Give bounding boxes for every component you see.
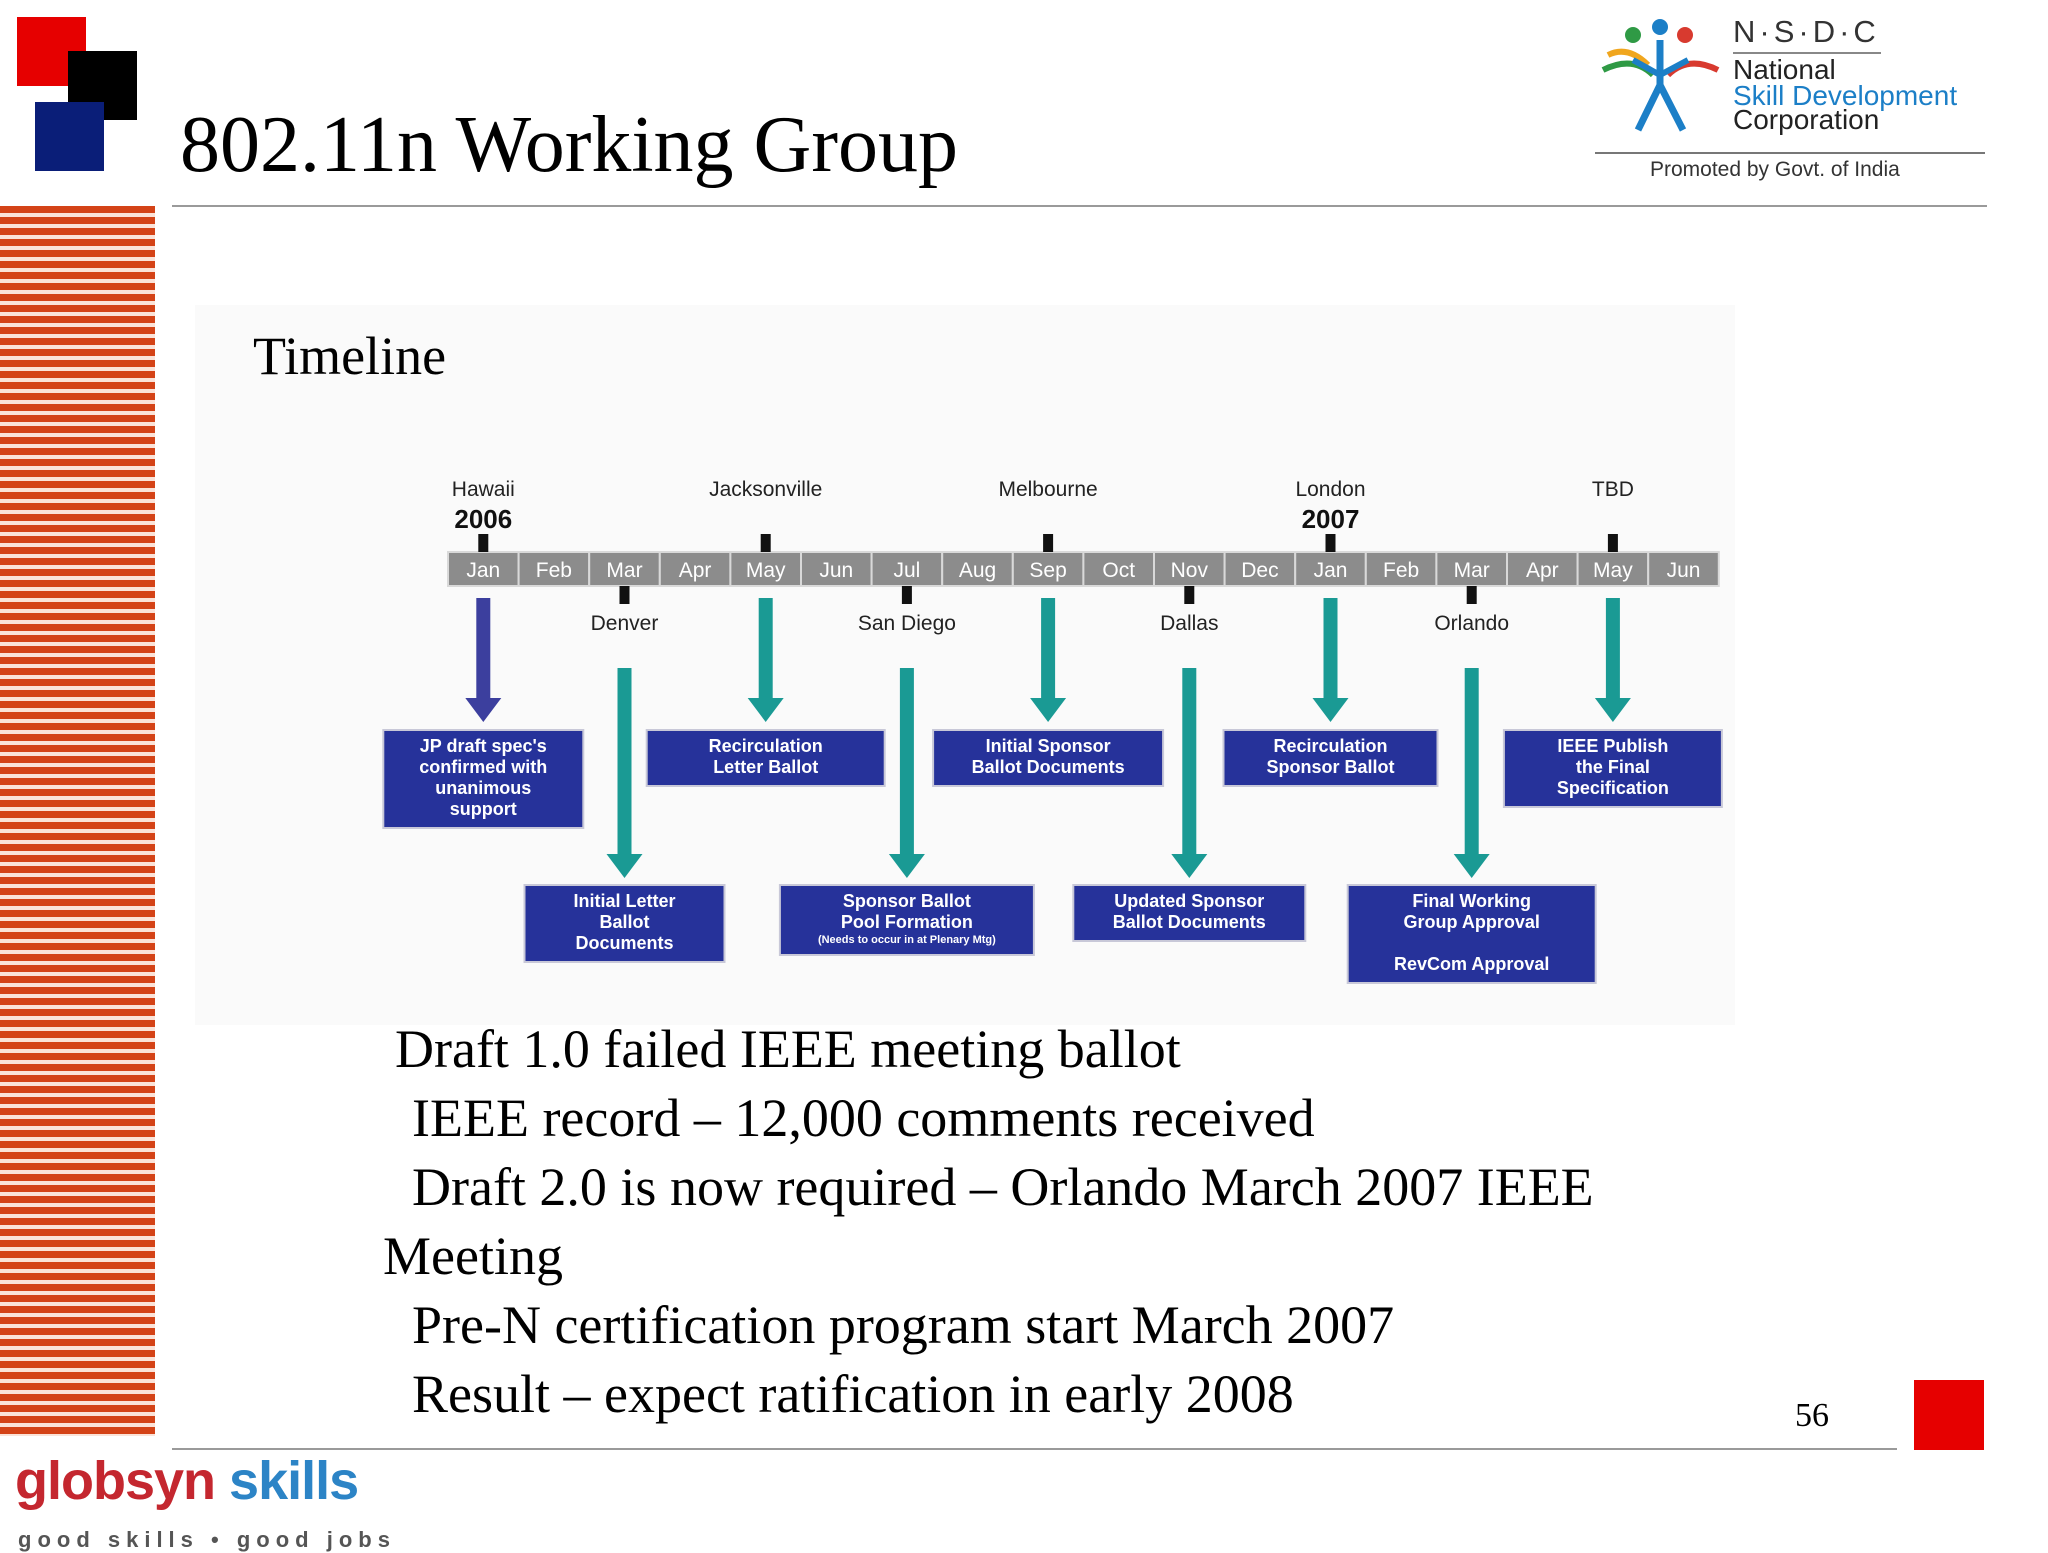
month-label: Jan bbox=[466, 559, 501, 582]
month-label: Feb bbox=[1383, 559, 1420, 582]
event-box-lower-text: RevCom Approval bbox=[1394, 954, 1550, 974]
timeline-arrow-shaft bbox=[1182, 668, 1196, 856]
meeting-location-below: Denver bbox=[590, 612, 659, 635]
meeting-location-above: Jacksonville bbox=[709, 478, 823, 501]
footer-divider bbox=[172, 1448, 1897, 1450]
meeting-location-above: TBD bbox=[1591, 478, 1634, 501]
month-label: Aug bbox=[958, 559, 997, 582]
meeting-location-above: Melbourne bbox=[998, 478, 1098, 501]
timeline-arrow-head bbox=[607, 854, 643, 878]
nsdc-abbreviation: N·S·D·C bbox=[1733, 14, 1880, 49]
event-box-lower-text: Ballot bbox=[599, 912, 650, 932]
meeting-tick-above bbox=[1608, 534, 1618, 552]
nsdc-name-line1: National bbox=[1733, 54, 1836, 85]
event-box-upper-text: Specification bbox=[1556, 778, 1669, 798]
bullet-3-continued: Meeting bbox=[383, 1226, 563, 1286]
month-label: Jul bbox=[893, 559, 921, 582]
event-box-lower-text: Updated Sponsor bbox=[1114, 891, 1265, 911]
event-box-upper-text: Sponsor Ballot bbox=[1266, 757, 1395, 777]
meeting-tick-below bbox=[1467, 586, 1477, 604]
timeline-arrow-shaft bbox=[1465, 668, 1479, 856]
month-label: Jun bbox=[819, 559, 854, 582]
footer-red-square bbox=[1914, 1380, 1984, 1450]
event-box-lower-note: (Needs to occur in at Plenary Mtg) bbox=[817, 934, 996, 946]
meeting-tick-above bbox=[761, 534, 771, 552]
timeline-arrow-head bbox=[1313, 698, 1349, 722]
meeting-tick-above bbox=[1326, 534, 1336, 552]
timeline-arrow-head bbox=[1030, 698, 1066, 722]
year-label: 2007 bbox=[1301, 504, 1360, 534]
month-label: Mar bbox=[1453, 559, 1490, 582]
meeting-tick-below bbox=[620, 586, 630, 604]
timeline-arrow-head bbox=[1454, 854, 1490, 878]
timeline-arrow-shaft bbox=[1041, 598, 1055, 700]
month-label: May bbox=[1593, 559, 1633, 582]
globsyn-logo bbox=[15, 1450, 358, 1512]
event-box-upper-text: IEEE Publish bbox=[1557, 736, 1669, 756]
nsdc-name-line2: Skill Development bbox=[1733, 80, 1958, 111]
event-box-upper-text: unanimous bbox=[435, 778, 532, 798]
bullet-5: Result – expect ratification in early 2008 bbox=[412, 1364, 1294, 1424]
event-box-upper-text: Recirculation bbox=[1273, 736, 1388, 756]
event-box-upper-text: Recirculation bbox=[708, 736, 823, 756]
timeline-arrow-shaft bbox=[618, 668, 632, 856]
month-label: Feb bbox=[535, 559, 572, 582]
event-box-lower-text: Sponsor Ballot bbox=[842, 891, 971, 911]
meeting-tick-below bbox=[902, 586, 912, 604]
meeting-location-above: Hawaii bbox=[451, 478, 515, 501]
month-label: Apr bbox=[678, 559, 712, 582]
slide-subtitle: Timeline bbox=[253, 326, 447, 386]
timeline-arrow-shaft bbox=[1606, 598, 1620, 700]
timeline-arrow-head bbox=[748, 698, 784, 722]
event-box-upper-text: support bbox=[449, 799, 517, 819]
nsdc-name-line3: Corporation bbox=[1733, 104, 1880, 135]
month-label: Nov bbox=[1170, 559, 1208, 582]
meeting-location-below: San Diego bbox=[857, 612, 956, 635]
meeting-location-below: Orlando bbox=[1434, 612, 1510, 635]
timeline-arrow-shaft bbox=[476, 598, 490, 700]
bullet-list bbox=[383, 1015, 1745, 1429]
bullet-1: Draft 1.0 failed IEEE meeting ballot bbox=[395, 1019, 1181, 1079]
month-label: Oct bbox=[1102, 559, 1136, 582]
event-box-upper-text: Ballot Documents bbox=[971, 757, 1125, 777]
event-box-upper-text: Initial Sponsor bbox=[985, 736, 1111, 756]
event-box-lower-text: Documents bbox=[575, 933, 674, 953]
month-label: Jun bbox=[1666, 559, 1701, 582]
event-box-upper-text: JP draft spec's bbox=[419, 736, 547, 756]
meeting-location-below: Dallas bbox=[1160, 612, 1219, 635]
event-box-upper-text: Letter Ballot bbox=[713, 757, 819, 777]
event-box-lower-text: Final Working bbox=[1412, 891, 1532, 911]
page-number: 56 bbox=[1795, 1397, 1829, 1434]
event-box-upper-text: confirmed with bbox=[419, 757, 548, 777]
month-label: Mar bbox=[606, 559, 643, 582]
event-box-lower-text: Initial Letter bbox=[573, 891, 676, 911]
globsyn-word: globsyn bbox=[15, 1451, 216, 1511]
meeting-tick-above bbox=[478, 534, 488, 552]
event-box-lower-text: Ballot Documents bbox=[1112, 912, 1266, 932]
skills-word: skills bbox=[229, 1451, 359, 1511]
month-label: Sep bbox=[1029, 559, 1067, 582]
timeline-arrow-head bbox=[889, 854, 925, 878]
timeline-arrow-shaft bbox=[900, 668, 914, 856]
meeting-location-above: London bbox=[1295, 478, 1366, 501]
meeting-tick-above bbox=[1043, 534, 1053, 552]
month-label: Apr bbox=[1525, 559, 1559, 582]
meeting-tick-below bbox=[1184, 586, 1194, 604]
year-label: 2006 bbox=[454, 504, 513, 534]
month-label: Dec bbox=[1241, 559, 1279, 582]
slide-title: 802.11n Working Group bbox=[180, 101, 958, 189]
timeline-arrow-head bbox=[1171, 854, 1207, 878]
globsyn-tagline: good skills • good jobs bbox=[18, 1527, 396, 1552]
nsdc-promoted-text: Promoted by Govt. of India bbox=[1650, 158, 1900, 181]
bullet-3: Draft 2.0 is now required – Orlando March 2007 IEEE bbox=[412, 1157, 1594, 1217]
month-label: May bbox=[745, 559, 786, 582]
event-box-upper-text: the Final bbox=[1575, 757, 1650, 777]
month-label: Jan bbox=[1313, 559, 1348, 582]
timeline-arrow-shaft bbox=[759, 598, 773, 700]
timeline-arrow-head bbox=[1595, 698, 1631, 722]
timeline-arrow-shaft bbox=[1324, 598, 1338, 700]
event-box-lower-text: Group Approval bbox=[1403, 912, 1540, 932]
timeline-arrow-head bbox=[465, 698, 501, 722]
event-box-lower-text: Pool Formation bbox=[840, 912, 973, 932]
bullet-2: IEEE record – 12,000 comments received bbox=[412, 1088, 1315, 1148]
bullet-4: Pre-N certification program start March 2007 bbox=[412, 1295, 1395, 1355]
